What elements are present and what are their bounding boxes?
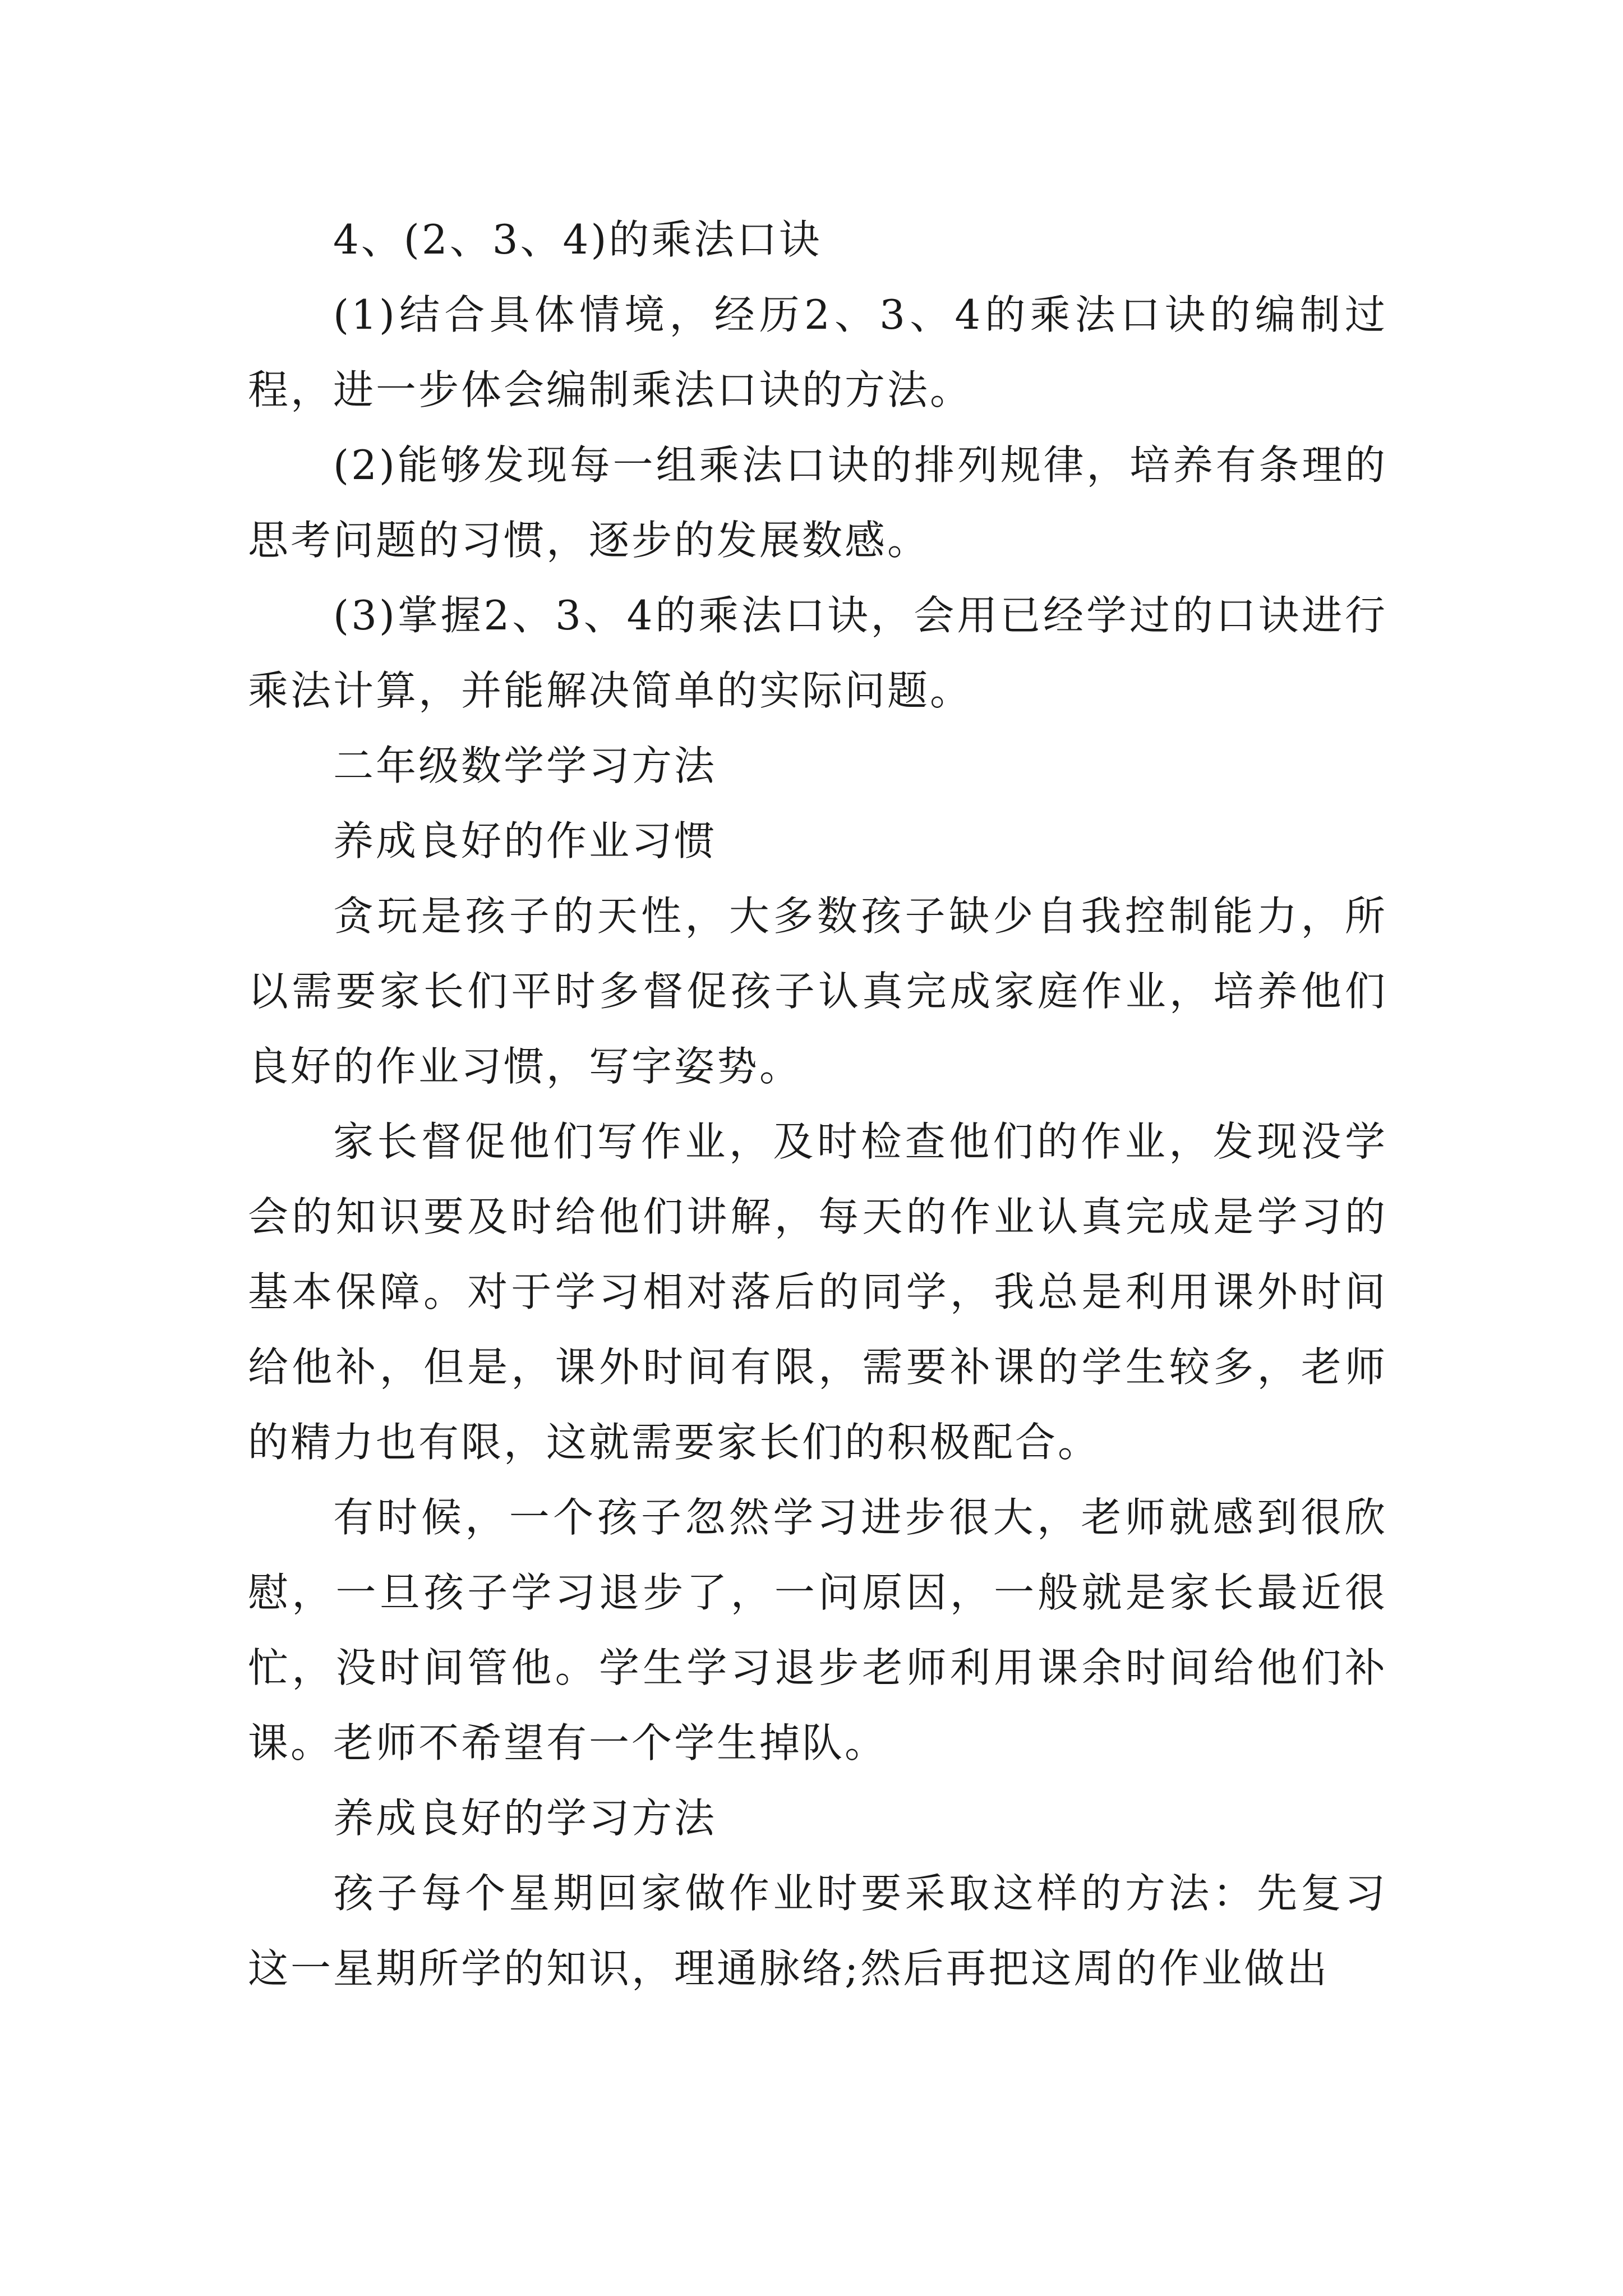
paragraph-goal-3: (3)掌握2、3、4的乘法口诀，会用已经学过的口诀进行乘法计算，并能解决简单的实际问题。 (248, 592, 1387, 714)
subheading-study-method: 养成良好的学习方法 (333, 1795, 717, 1842)
paragraph-goal-2: (2)能够发现每一组乘法口诀的排列规律，培养有条理的思考问题的习惯，逐步的发展数感。 (248, 441, 1387, 564)
document-body (248, 202, 1387, 2006)
paragraph-study-method: 孩子每个星期回家做作业时要采取这样的方法：先复习这一星期所学的知识，理通脉络;然后再把这周的作业做出 (248, 1870, 1387, 1992)
paragraph-goal-1: (1)结合具体情境，经历2、3、4的乘法口诀的编制过程，进一步体会编制乘法口诀的方法。 (248, 291, 1387, 413)
paragraph-homework-2: 家长督促他们写作业，及时检查他们的作业，发现没学会的知识要及时给他们讲解，每天的作业认真完成是学习的基本保障。对于学习相对落后的同学，我总是利用课外时间给他补，但是，课外时间有限，需要补课的学生较多，老师的精力也有限，这就需要家长们的积极配合。 (248, 1118, 1387, 1466)
paragraph-homework-3: 有时候，一个孩子忽然学习进步很大，老师就感到很欣慰，一旦孩子学习退步了，一问原因，一般就是家长最近很忙，没时间管他。学生学习退步老师利用课余时间给他们补课。老师不希望有一个学生掉队。 (248, 1494, 1387, 1766)
subheading-homework-habit: 养成良好的作业习惯 (333, 817, 717, 864)
section-heading-multiplication: 4、(2、3、4)的乘法口诀 (333, 216, 822, 263)
paragraph-homework-1: 贪玩是孩子的天性，大多数孩子缺少自我控制能力，所以需要家长们平时多督促孩子认真完成家庭作业，培养他们良好的作业习惯，写字姿势。 (248, 892, 1387, 1090)
section-heading-methods: 二年级数学学习方法 (333, 742, 717, 789)
